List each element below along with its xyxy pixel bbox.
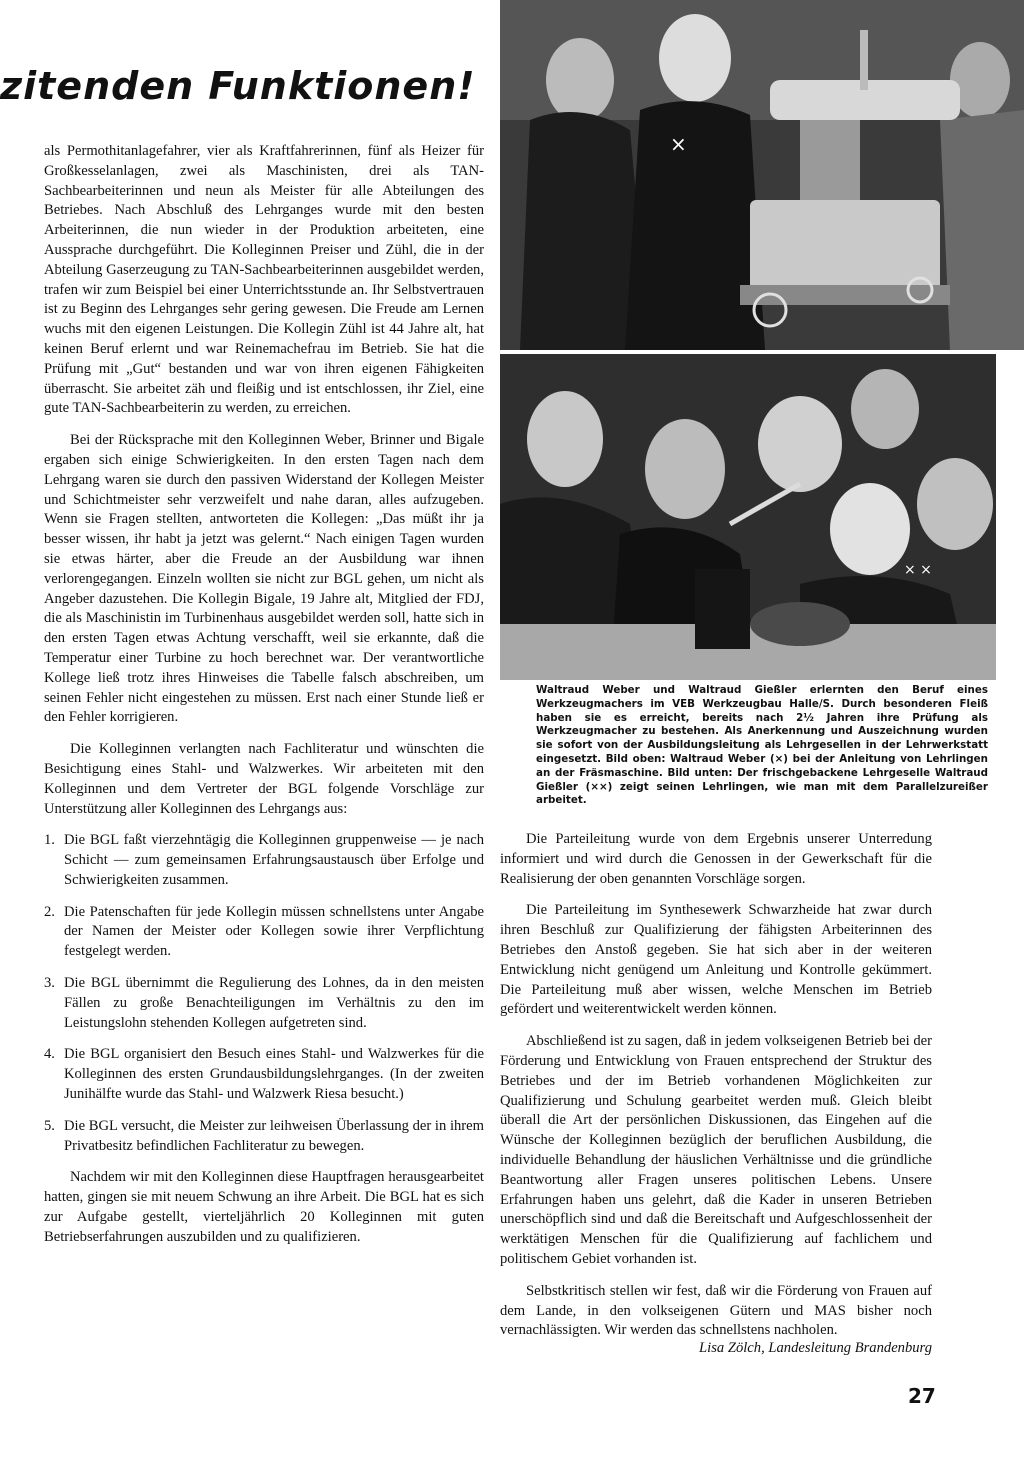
- list-item: 1. Die BGL faßt vierzehntägig die Kolleginnen gruppenweise — je nach Schicht — zum gemeinsamen Erfahrungsaustausch über Erfolge und Schwierigkeiten zusammen.: [44, 832, 484, 888]
- paragraph: Nachdem wir mit den Kolleginnen diese Hauptfragen herausgearbeitet hatten, gingen sie mit neuem Schwung an ihre Arbeit. Die BGL hat es sich zur Aufgabe gestellt, vierteljährlich 20 Kolleginnen mit guten Betriebserfahrungen auszubilden und zu qualifizieren.: [44, 1169, 484, 1245]
- article-headline: zitenden Funktionen!: [0, 64, 476, 108]
- page-number: 27: [908, 1384, 936, 1408]
- paragraph: Die Kolleginnen verlangten nach Fachliteratur und wünschten die Besichtigung eines Stahl- und Walzwerkes. Wir arbeiteten mit den Kolleginnen und dem Vertreter der BGL folgende Vorschläge zur Unterstützung aller Kolleginnen des Lehrgangs aus:: [44, 741, 484, 817]
- paragraph: Die Parteileitung wurde von dem Ergebnis unserer Unterredung informiert und wird durch die Genossen in der Gewerkschaft für die Realisierung der oben genannten Vorschläge sorgen.: [500, 831, 932, 887]
- right-column: [500, 830, 932, 1353]
- list-item: 3. Die BGL übernimmt die Regulierung des Lohnes, da in den meisten Fällen zu große Benachteiligungen im Verhältnis zu den im Leistungslohn stehenden Kollegen aufgetreten sind.: [44, 975, 484, 1031]
- paragraph: Bei der Rücksprache mit den Kolleginnen Weber, Brinner und Bigale ergaben sich einige Schwierigkeiten. In den ersten Tagen nach dem Lehrgang waren sie durch den passiven Widerstand der Kollegen Meister und Schichtmeister sehr verzweifelt und nahe daran, alles aufzugeben. Wenn sie Fragen stellten, antworteten die Kollegen: „Das müßt ihr ja besser wissen, ihr habt ja jetzt was gelernt.“ Nach einigen Tagen wurden sie etwas härter, aber die Freude an der Ausbildung war ihnen verlorengegangen. Einzeln wollten sie nicht zur BGL gehen, um nicht als Angeber dazustehen. Die Kollegin Bigale, 19 Jahre alt, Mitglied der FDJ, die als Maschinistin im Turbinenhaus ausgebildet werden soll, hatte sich in den ersten Tagen etwas Achtung verschafft, weil sie erkannte, daß die Temperatur einer Turbine zu hoch berechnet war. Der verantwortliche Kollege ließ trotz ihres Hinweises die Tabelle falsch abschreiben, um seinen Fehler nicht eingestehen zu müssen. Erst nach einer Stunde ließ er den Fehler korrigieren.: [44, 432, 484, 726]
- photo-apprentices: [500, 354, 996, 680]
- list-item: 5. Die BGL versucht, die Meister zur leihweisen Überlassung der in ihrem Privatbesitz befindlichen Fachliteratur zu bewegen.: [44, 1117, 484, 1154]
- paragraph: als Permothitanlagefahrer, vier als Kraftfahrerinnen, fünf als Heizer für Großkesselanlagen, zwei als Maschinisten, drei als TAN-Sachbearbeiterinnen und neun als Meister für alle Abteilungen des Betriebes. Nach Abschluß des Lehrganges wurde mit den besten Arbeiterinnen, die nun wieder in der Produktion arbeiteten, eine Aussprache durchgeführt. Die Kolleginnen Preiser und Zühl, die in der Abteilung Gaserzeugung zu TAN-Sachbearbeiterinnen ausgebildet werden, trafen wir zum Beispiel bei einer Unterrichtsstunde an. Ihr Selbstvertrauen ist zu Beginn des Lehrganges sehr gering gewesen. Die Freude am Lernen wuchs mit den eigenen Leistungen. Die Kollegin Zühl ist 44 Jahre alt, hat keinen Beruf erlernt und war Reinemachefrau im Betrieb. Sie hat die Prüfung mit „Gut“ bestanden und war von ihren eigenen Fähigkeiten überrascht. Sie arbeitet zäh und fleißig und ist entschlossen, ihr Ziel, eine gute TAN-Sachbearbeiterin zu werden, zu erreichen.: [44, 143, 484, 417]
- proposal-list: [44, 831, 484, 1156]
- marker-x: ×: [670, 132, 687, 156]
- paragraph: Die Parteileitung im Synthesewerk Schwarzheide hat zwar durch ihren Beschluß zur Qualifizierung der fähigsten Arbeiterinnen des Betriebes den Anstoß gegeben. Sie hat sich aber in der weiteren Entwicklung nicht genügend um Anleitung und Kontrolle gekümmert. Die Parteileitung muß aber wissen, welche Menschen im Betrieb gefördert und weiterentwickelt werden können.: [500, 902, 932, 1018]
- left-column: [44, 142, 484, 1260]
- photo-milling-machine: [500, 0, 1024, 350]
- author-signature: Lisa Zölch, Landesleitung Brandenburg: [699, 1340, 932, 1356]
- list-item: 4. Die BGL organisiert den Besuch eines Stahl- und Walzwerkes für die Kolleginnen des ersten Grundausbildungslehrganges. (In der zweiten Junihälfte wurde das Stahl- und Walzwerk Riesa besucht.): [44, 1046, 484, 1103]
- list-item: 2. Die Patenschaften für jede Kollegin müssen schnellstens unter Angabe der Namen der Meister oder Kollegen sowie ihrer Verpflichtung festgelegt werden.: [44, 903, 484, 960]
- photo-caption: Waltraud Weber und Waltraud Gießler erlernten den Beruf eines Werkzeugmachers im VEB Werkzeugbau Halle/S. Durch besonderen Fleiß haben sie es erreicht, bereits nach 2½ Jahren ihre Prüfung als Werkzeugmacher zu bestehen. Als Anerkennung und Auszeichnung wurden sie sofort von der Ausbildungsleitung als Lehrgesellen in der Lehrwerkstatt eingesetzt. Bild oben: Waltraud Weber (×) bei der Anleitung von Lehrlingen an der Fräsmaschine. Bild unten: Der frischgebackene Lehrgeselle Waltraud Gießler (××) zeigt seinen Lehrlingen, wie man mit dem Parallelzureißer arbeitet.: [536, 684, 988, 807]
- paragraph: Selbstkritisch stellen wir fest, daß wir die Förderung von Frauen auf dem Lande, in den volkseigenen Gütern und MAS bisher noch vernachlässigten. Wir werden das schnellstens nachholen.: [500, 1282, 932, 1339]
- marker-xx: × ×: [904, 562, 932, 578]
- paragraph: Abschließend ist zu sagen, daß in jedem volkseigenen Betrieb bei der Förderung und Entwicklung von Frauen entsprechend der Struktur des Betriebes und der im Betrieb vorhandenen Möglichkeiten zur Qualifizierung und Schulung gearbeitet werden muß. Gleich bleibt überall die Art der persönlichen Diskussionen, das Eingehen auf die Wünsche der Kolleginnen bezüglich der beruflichen Ausbildung, die individuelle Behandlung der häuslichen Verhältnisse und die gründliche Beantwortung aller Fragen unseres politischen Lebens. Unsere Erfahrungen haben uns gelehrt, daß die Kader in unseren Betrieben unerschöpflich sind und daß die Bereitschaft und Aufgeschlossenheit der werktätigen Menschen für die Qualifizierung auf fachlichem und politischem Gebiet vorhanden ist.: [500, 1033, 932, 1267]
